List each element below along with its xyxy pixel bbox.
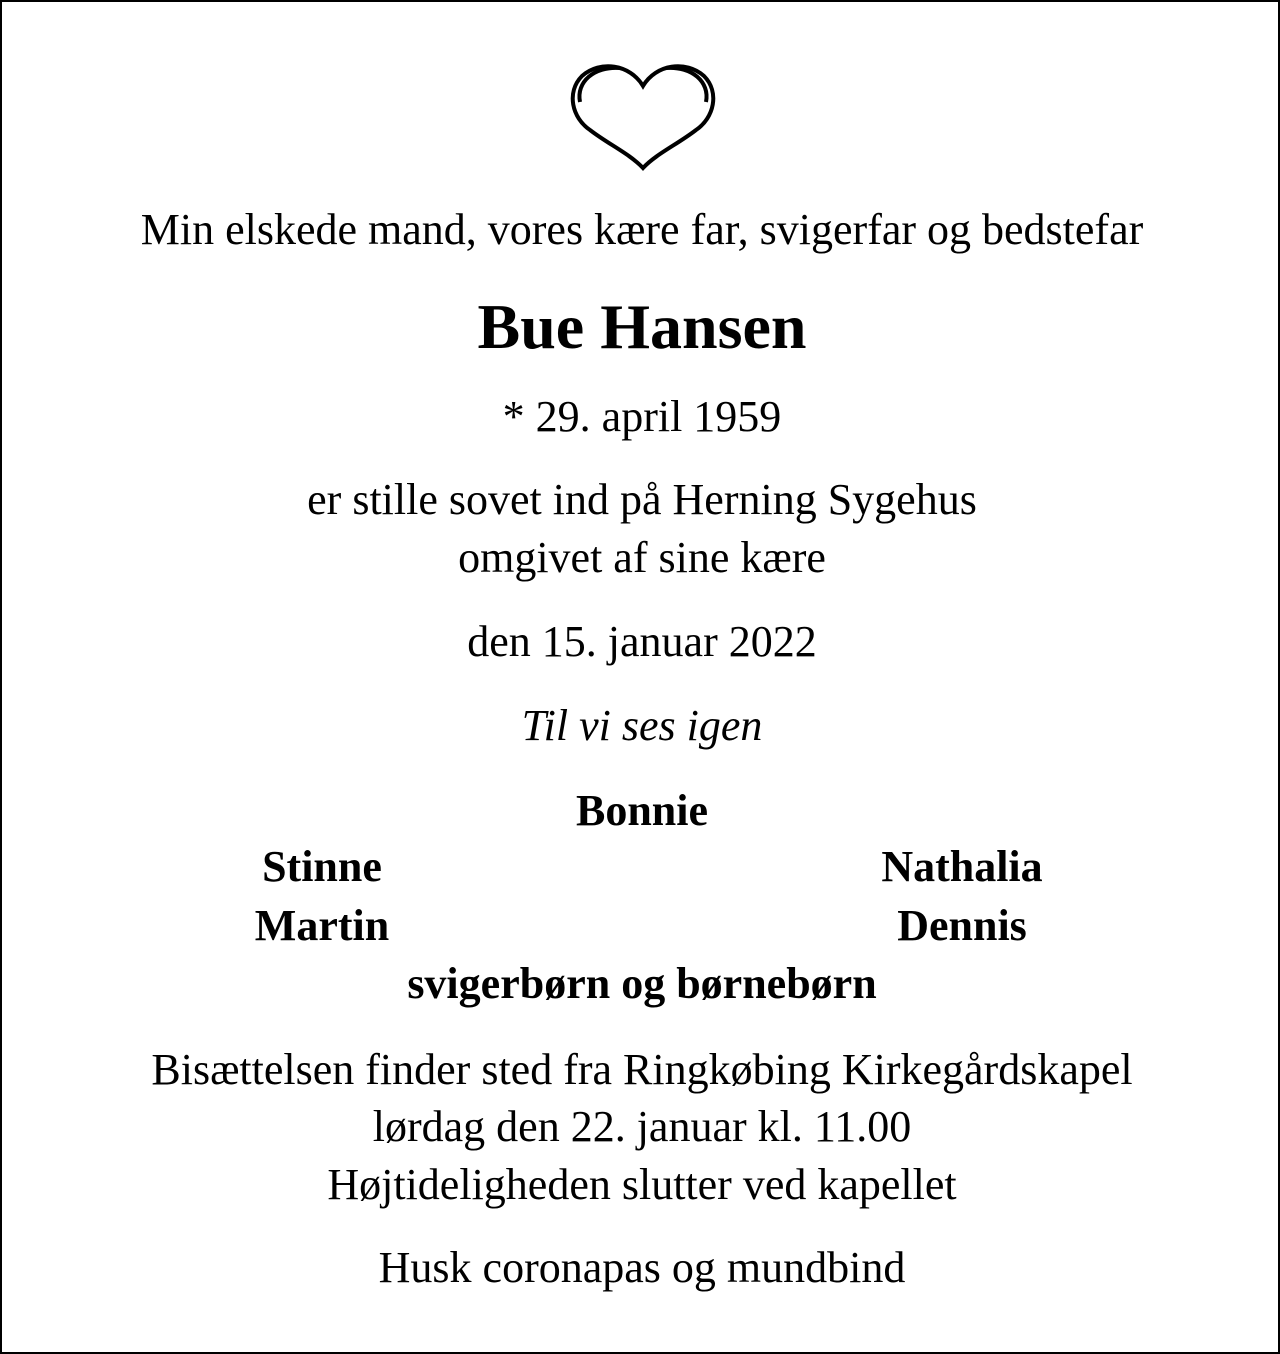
mourner-left-1: Stinne xyxy=(262,842,382,891)
funeral-line-3: Højtideligheden slutter ved kapellet xyxy=(327,1160,957,1209)
mourner-left-2: Martin xyxy=(254,901,390,950)
mourner-right-1: Nathalia xyxy=(881,842,1043,891)
mourner-right-2: Dennis xyxy=(897,901,1027,950)
death-line-2: omgivet af sine kære xyxy=(458,533,826,582)
deceased-name: Bue Hansen xyxy=(477,291,807,362)
death-line-1: er stille sovet ind på Herning Sygehus xyxy=(307,475,977,524)
intro-text: Min elskede mand, vores kære far, svigerfar og bedstefar xyxy=(140,205,1144,254)
note: Husk coronapas og mundbind xyxy=(378,1243,906,1292)
mourner-spouse: Bonnie xyxy=(575,786,709,835)
death-date: den 15. januar 2022 xyxy=(467,617,817,666)
funeral-line-1: Bisættelsen finder sted fra Ringkøbing Kirkegårdskapel xyxy=(151,1045,1133,1094)
mourner-others: svigerbørn og børnebørn xyxy=(407,959,877,1008)
heart-icon xyxy=(570,62,716,172)
quote: Til vi ses igen xyxy=(521,701,763,750)
funeral-line-2: lørdag den 22. januar kl. 11.00 xyxy=(372,1102,912,1151)
birth-date: * 29. april 1959 xyxy=(502,392,782,441)
